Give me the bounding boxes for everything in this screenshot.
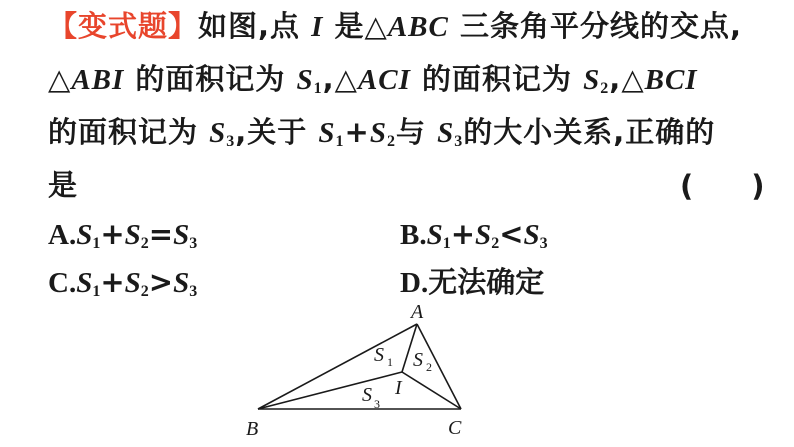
- option-label: C.: [48, 267, 77, 299]
- subscript: 1: [335, 133, 345, 150]
- subscript: 3: [189, 283, 198, 300]
- var-S: S: [296, 64, 314, 96]
- var-S: S: [124, 219, 141, 251]
- vertex-label-B: B: [246, 418, 259, 440]
- text: ,△: [322, 62, 358, 96]
- operator: +: [450, 217, 476, 251]
- option-label: D.: [400, 267, 429, 299]
- triangle-ACI: ACI: [357, 64, 411, 96]
- region-sub-1: 1: [387, 355, 393, 369]
- text: 如图,点: [198, 9, 312, 43]
- point-label-I: I: [395, 377, 402, 399]
- var-S: S: [583, 64, 601, 96]
- subscript: 3: [189, 235, 198, 252]
- var-S: S: [318, 117, 336, 149]
- subscript: 1: [92, 283, 101, 300]
- text: ,△: [609, 62, 645, 96]
- option-text: 无法确定: [428, 265, 545, 299]
- subscript: 3: [539, 235, 548, 252]
- var-S: S: [124, 267, 141, 299]
- var-S: S: [76, 267, 93, 299]
- subscript: 1: [313, 80, 323, 97]
- text: 是: [48, 168, 79, 202]
- subscript: 2: [386, 133, 396, 150]
- triangle-ABC: ABC: [387, 11, 449, 43]
- operator: =: [148, 217, 174, 251]
- side-AB: [258, 324, 417, 409]
- text: ,关于: [235, 115, 319, 149]
- subscript: 2: [140, 235, 149, 252]
- var-S: S: [209, 117, 227, 149]
- operator: +: [100, 217, 125, 251]
- triangle-BCI: BCI: [644, 64, 698, 96]
- subscript: 3: [226, 133, 236, 150]
- subscript: 1: [92, 235, 101, 252]
- plus-sign: +: [344, 115, 370, 149]
- text: 的面积记为: [410, 62, 584, 96]
- subscript: 3: [454, 133, 464, 150]
- side-AC: [417, 324, 461, 409]
- vertex-label-A: A: [411, 301, 424, 323]
- text: 与: [395, 115, 438, 149]
- option-label: A.: [48, 219, 77, 251]
- region-label-S2: S: [413, 349, 423, 371]
- text: 是△: [323, 9, 388, 43]
- subscript: 2: [140, 283, 149, 300]
- question-tag: 【变式题】: [48, 9, 199, 43]
- vertex-label-C: C: [448, 417, 462, 439]
- var-S: S: [437, 117, 455, 149]
- var-S: S: [173, 219, 190, 251]
- text: △: [48, 62, 72, 96]
- var-S: S: [523, 219, 540, 251]
- var-S: S: [475, 219, 492, 251]
- operator: >: [148, 265, 174, 299]
- option-label: B.: [400, 219, 427, 251]
- subscript: 1: [442, 235, 451, 252]
- operator: <: [499, 217, 524, 251]
- text: 的面积记为: [124, 62, 297, 96]
- text: 的面积记为: [48, 115, 210, 149]
- segment-BI: [258, 372, 402, 409]
- text: 三条角平分线的交点,: [448, 9, 742, 43]
- var-S: S: [426, 219, 443, 251]
- var-S: S: [369, 117, 387, 149]
- operator: +: [100, 265, 125, 299]
- answer-blank: ( ): [680, 169, 765, 203]
- triangle-ABI: ABI: [71, 64, 125, 96]
- region-sub-2: 2: [426, 360, 432, 374]
- region-label-S1: S: [374, 344, 384, 366]
- var-S: S: [76, 219, 93, 251]
- subscript: 2: [600, 80, 610, 97]
- var-S: S: [173, 267, 190, 299]
- subscript: 2: [491, 235, 500, 252]
- point-I: I: [311, 11, 324, 43]
- region-label-S3: S: [362, 384, 372, 406]
- text: 的大小关系,正确的: [463, 115, 716, 149]
- region-sub-3: 3: [374, 397, 380, 411]
